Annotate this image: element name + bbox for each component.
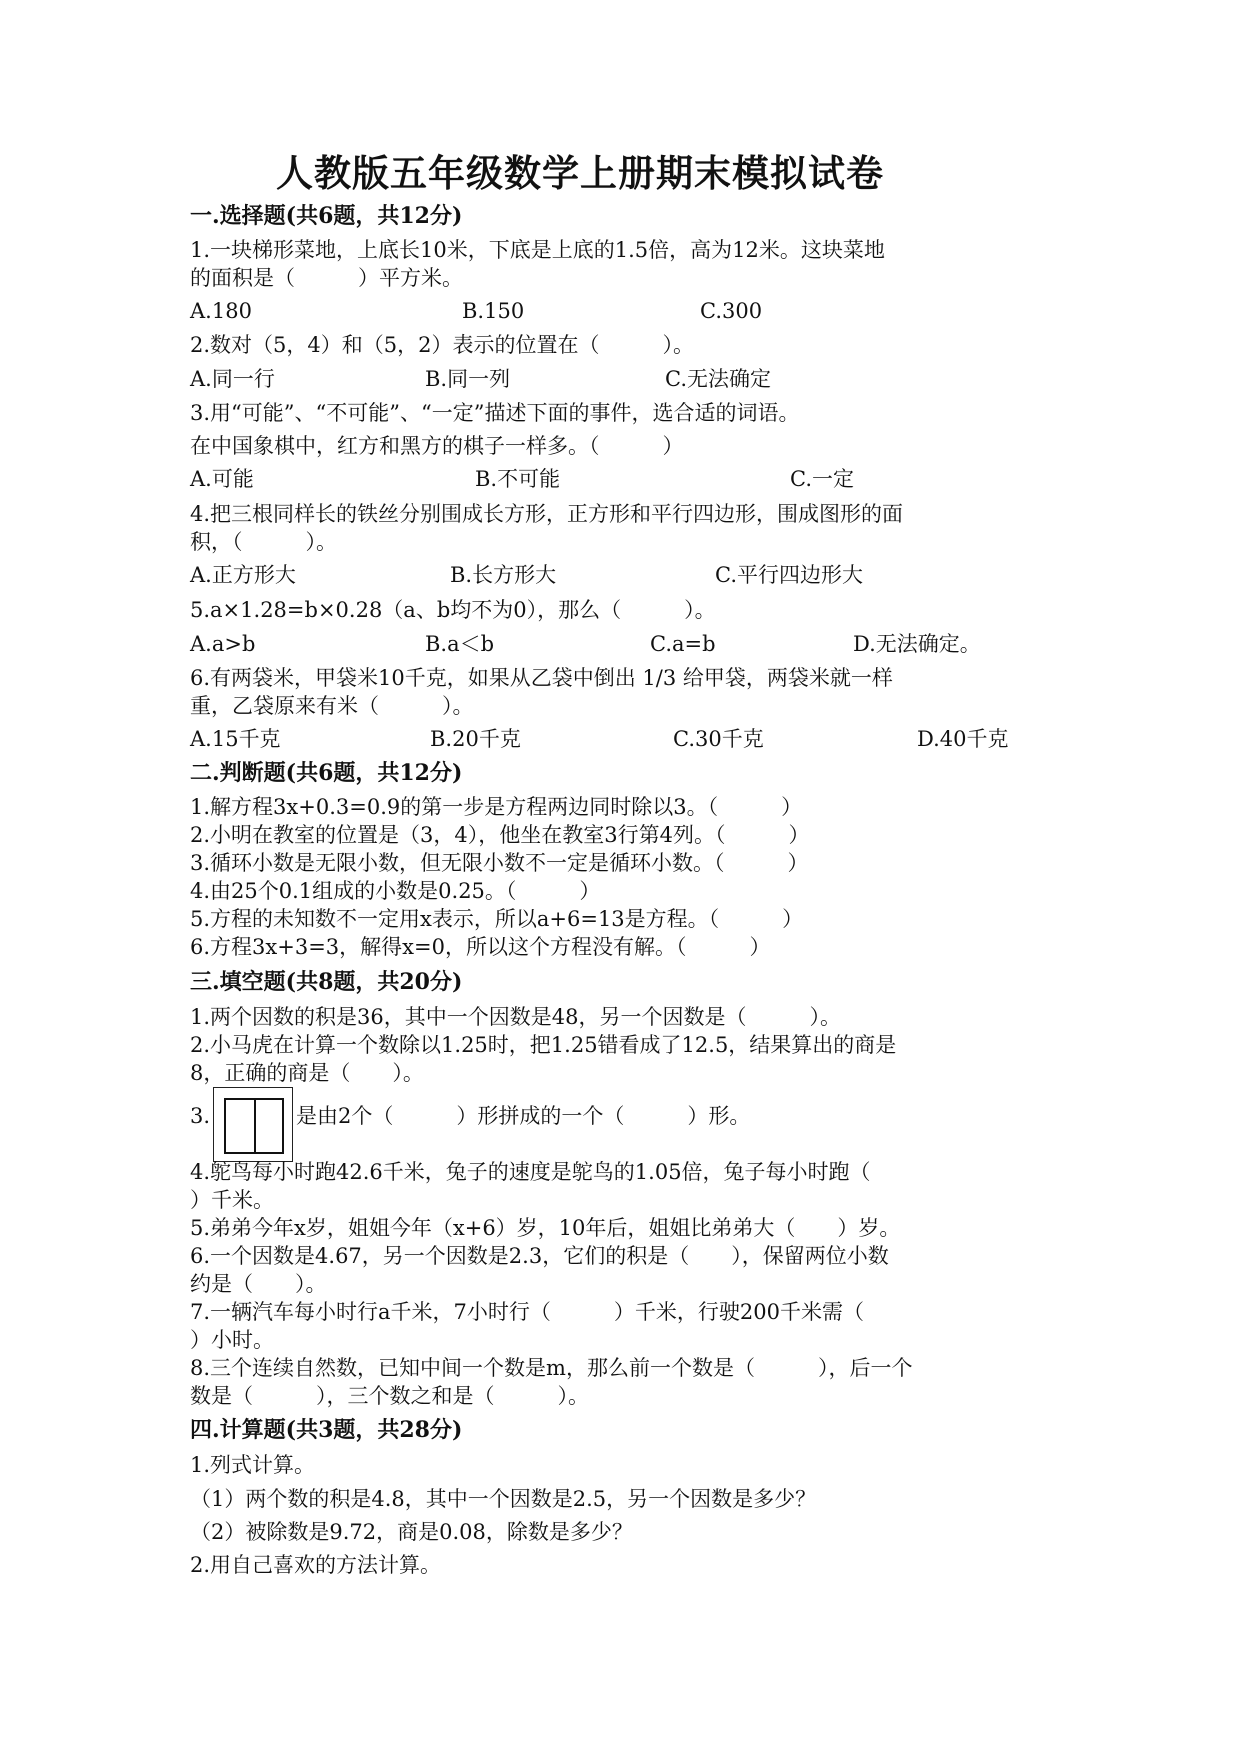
option-c: C.平行四边形大 (715, 563, 863, 587)
question-text: （2）被除数是9.72，商是0.08，除数是多少？ (190, 1520, 633, 1544)
option-c: C.300 (700, 299, 763, 323)
option-c: C.无法确定 (665, 367, 771, 391)
question-text: 4.把三根同样长的铁丝分别围成长方形，正方形和平行四边形，围成图形的面 (190, 502, 904, 526)
option-a: A.15千克 (190, 727, 281, 751)
question-text: 2.数对（5，4）和（5，2）表示的位置在（ ）。 (190, 333, 694, 357)
list-item: 6.方程3x+3=3，解得x=0，所以这个方程没有解。（ ） (190, 935, 771, 959)
list-item: 2.小明在教室的位置是（3，4），他坐在教室3行第4列。（ ） (190, 823, 810, 847)
option-a: A.可能 (190, 467, 254, 491)
option-b: B.150 (462, 299, 525, 323)
list-item: 3.循环小数是无限小数，但无限小数不一定是循环小数。（ ） (190, 851, 809, 875)
rectangle-outline (224, 1098, 284, 1154)
question-text: 1.列式计算。 (190, 1453, 316, 1477)
question-text: 3.用“可能”、“不可能”、“一定”描述下面的事件，选合适的词语。 (190, 401, 800, 425)
question-text: 4.鸵鸟每小时跑42.6千米，兔子的速度是鸵鸟的1.05倍，兔子每小时跑（ (190, 1160, 871, 1184)
section-heading-choice: 一.选择题(共6题，共12分) (190, 203, 463, 229)
question-text: 是由2个（ ）形拼成的一个（ ）形。 (296, 1104, 751, 1128)
option-b: B.a＜b (425, 632, 495, 656)
question-text: 8，正确的商是（ ）。 (190, 1061, 424, 1085)
section-heading-calculation: 四.计算题(共3题，共28分) (190, 1417, 463, 1443)
section-heading-true-false: 二.判断题(共6题，共12分) (190, 760, 463, 786)
option-a: A.180 (190, 299, 252, 323)
question-text: 6.有两袋米，甲袋米10千克，如果从乙袋中倒出 1/3 给甲袋，两袋米就一样 (190, 666, 893, 690)
list-item: 5.方程的未知数不一定用x表示，所以a+6=13是方程。（ ） (190, 907, 804, 931)
page-title: 人教版五年级数学上册期末模拟试卷 (276, 151, 884, 195)
option-a: A.同一行 (190, 367, 275, 391)
option-d: D.无法确定。 (853, 632, 981, 656)
question-text: 5.a×1.28=b×0.28（a、b均不为0），那么（ ）。 (190, 598, 716, 622)
question-text: 2.用自己喜欢的方法计算。 (190, 1553, 442, 1577)
question-text: 数是（ ），三个数之和是（ ）。 (190, 1384, 589, 1408)
option-b: B.不可能 (475, 467, 561, 491)
question-text: 1.两个因数的积是36，其中一个因数是48，另一个因数是（ ）。 (190, 1005, 841, 1029)
question-text: 5.弟弟今年x岁，姐姐今年（x+6）岁，10年后，姐姐比弟弟大（ ）岁。 (190, 1216, 901, 1240)
option-c: C.a=b (650, 632, 716, 656)
option-d: D.40千克 (917, 727, 1009, 751)
question-text: 6.一个因数是4.67，另一个因数是2.3，它们的积是（ ），保留两位小数 (190, 1244, 889, 1268)
question-text: 的面积是（ ）平方米。 (190, 266, 463, 290)
section-heading-fill-blank: 三.填空题(共8题，共20分) (190, 969, 463, 995)
list-item: 1.解方程3x+0.3=0.9的第一步是方程两边同时除以3。（ ） (190, 795, 803, 819)
question-text: 积，（ ）。 (190, 530, 337, 554)
rectangle-divider (254, 1100, 256, 1152)
question-number: 3. (190, 1104, 211, 1128)
option-c: C.一定 (790, 467, 854, 491)
question-text: ）小时。 (190, 1328, 274, 1352)
option-a: A.正方形大 (190, 563, 296, 587)
list-item: 4.由25个0.1组成的小数是0.25。（ ） (190, 879, 601, 903)
question-text: 8.三个连续自然数，已知中间一个数是m，那么前一个数是（ ），后一个 (190, 1356, 913, 1380)
question-text: 在中国象棋中，红方和黑方的棋子一样多。（ ） (190, 434, 684, 458)
option-b: B.20千克 (430, 727, 521, 751)
question-text: （1）两个数的积是4.8，其中一个因数是2.5，另一个因数是多少？ (190, 1487, 817, 1511)
option-b: B.同一列 (425, 367, 511, 391)
question-text: 2.小马虎在计算一个数除以1.25时，把1.25错看成了12.5，结果算出的商是 (190, 1033, 897, 1057)
question-text: 1.一块梯形菜地，上底长10米，下底是上底的1.5倍，高为12米。这块菜地 (190, 238, 885, 262)
question-text: 约是（ ）。 (190, 1272, 327, 1296)
question-text: 7.一辆汽车每小时行a千米，7小时行（ ）千米，行驶200千米需（ (190, 1300, 864, 1324)
question-text: 重，乙袋原来有米（ ）。 (190, 694, 474, 718)
option-b: B.长方形大 (450, 563, 557, 587)
option-c: C.30千克 (673, 727, 764, 751)
question-text: ）千米。 (190, 1188, 274, 1212)
rectangle-figure-icon (213, 1087, 293, 1162)
option-a: A.a>b (190, 632, 256, 656)
